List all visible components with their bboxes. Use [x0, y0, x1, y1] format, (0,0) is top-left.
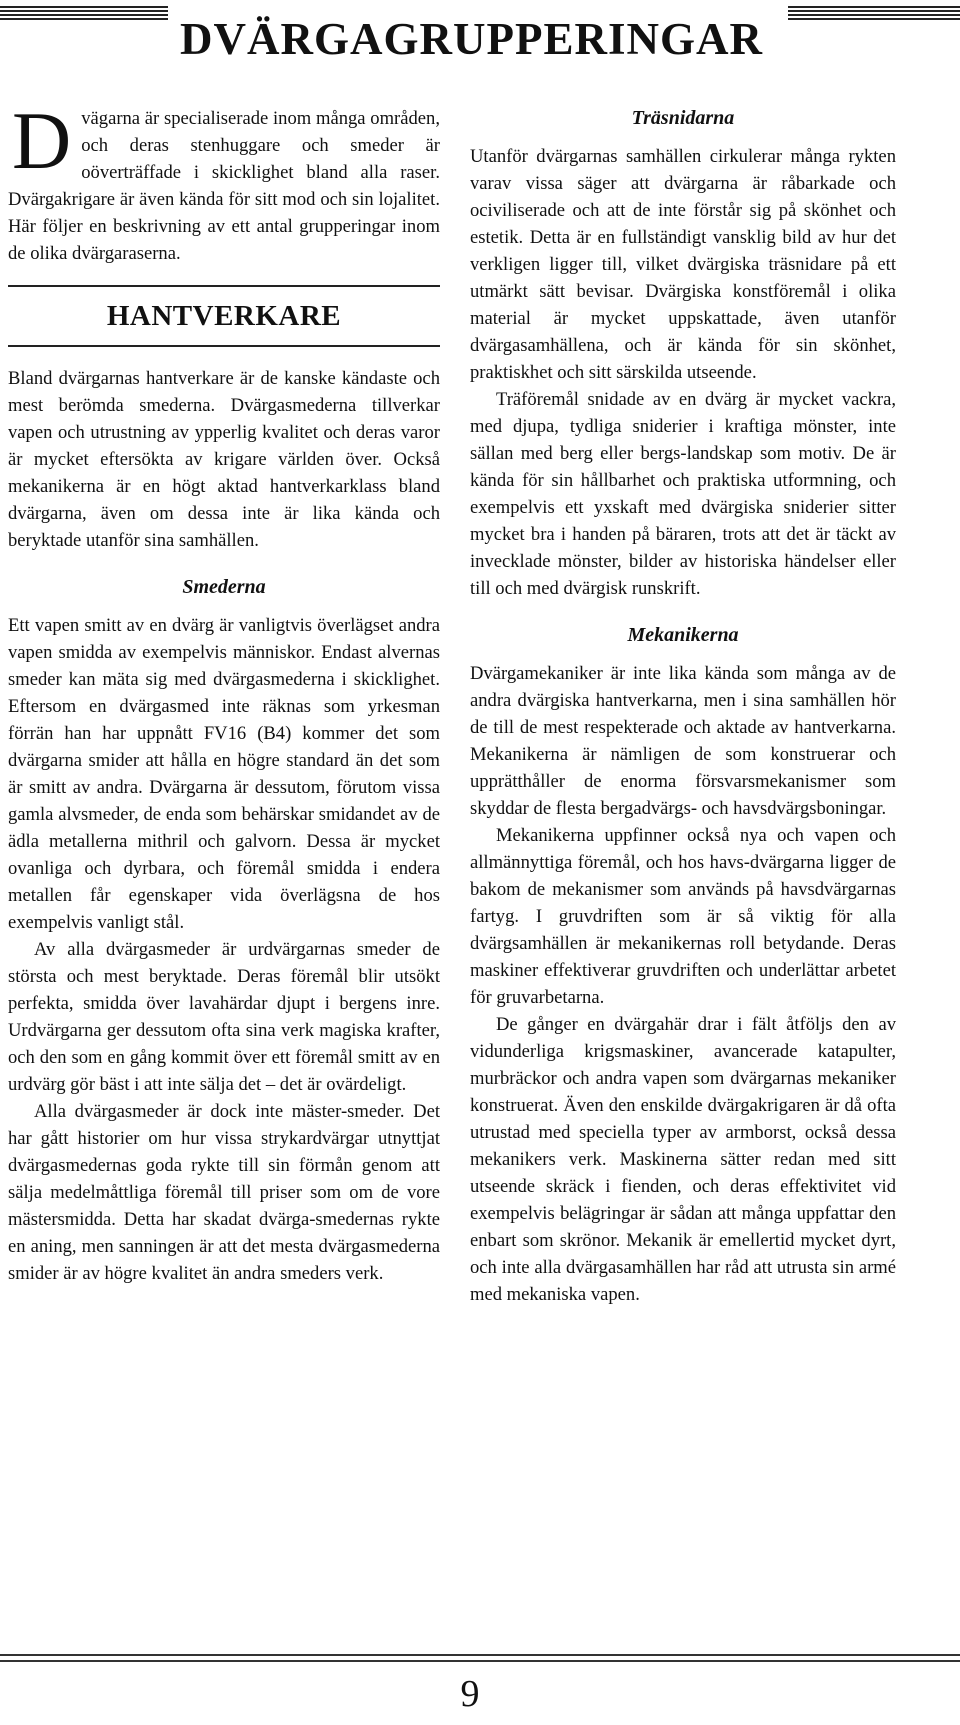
mekanikerna-paragraph-2: Mekanikerna uppfinner också nya och vapen och allmännyttiga föremål, och hos havs-dvärgarna ligger de bakom de mekanismer som används på havsdvärgarnas fartyg. I gruvdriften som är så viktig för alla dvärgsamhällen är mekanikernas roll betydande. Deras maskiner effektiverar gruvdriften och underlättar arbetet för gruvarbetarna.: [470, 825, 896, 1008]
header-rule-left: [0, 6, 168, 20]
smederna-heading: Smederna: [182, 576, 266, 598]
mekanikerna-paragraph-1: Dvärgamekaniker är inte lika kända som många av de andra dvärgiska hantverkarna, men i sina samhällen hör de till de mest respekterade och aktade av hantverkarna. Mekanikerna är nämligen de som konstruerar och upprätthåller de enorma försvarsmekanismer som skyddar de flesta bergadvärgs- och havsdvärgsboningar.: [470, 663, 896, 819]
smederna-paragraph-2: Av alla dvärgasmeder är urdvärgarnas smeder de största och mest beryktade. Deras föremål blir utsökt perfekta, smidda över lavahärdar djupt i bergens inre. Urdvärgarna ger dessutom ofta sina verk magiska krafter, och den som en gång kommit över ett föremål smitt av en urdvärg gör bäst i att inte sälja det – det är ovärdeligt.: [8, 939, 440, 1095]
drop-cap: D: [12, 95, 72, 186]
intro-text: vägarna är specialiserade inom många områden, och deras stenhuggare och smeder är oöverträffade i skicklighet bland alla raser. Dvärgakrigare är även kända för sitt mod och sin lojalitet. Här följer en beskrivning av ett antal grupperingar inom de olika dvärgaraserna.: [8, 108, 440, 264]
footer-rule-second: [0, 1660, 960, 1662]
footer-rule: [0, 1654, 960, 1656]
trasnidarna-paragraph-2: Träföremål snidade av en dvärg är mycket vackra, med djupa, tydliga sniderier i kraftiga mönster, inte sällan med berg eller bergs-landskap som motiv. De är kända för sin hållbarhet och praktiska utformning, och exempelvis ett yxskaft med dvärgiska sniderier sitter mycket bra i handen på bäraren, trots att det är täckt av invecklade mönster, bilder av historiska händelser eller till och med dvärgisk runskrift.: [470, 389, 896, 599]
mekanikerna-paragraph-3: De gånger en dvärgahär drar i fält åtföljs den av vidunderliga krigsmaskiner, avancerade katapulter, murbräckor och andra vapen som dvärgarnas mekaniker konstruerat. Även den enskilde dvärgakrigaren är då ofta utrustad med speciella typer av armborst, också dessa mekanikers verk. Maskinerna sätter redan med sitt utseende skräck i fienden, och deras effektivitet vid exempelvis belägringar är sådan att många uppfattar den enbart som skrönor. Mekanik är emellertid mycket dyrt, och inte alla dvärgasamhällen har råd att utrusta sin armé med mekaniska vapen.: [470, 1014, 896, 1305]
page-header: [0, 0, 960, 70]
trasnidarna-heading: Träsnidarna: [631, 107, 735, 129]
page-number: 9: [460, 1673, 480, 1715]
hantverkare-paragraph: Bland dvärgarnas hantverkare är de kanske kändaste och mest berömda smederna. Dvärgasmederna tillverkar vapen och utrustning av ypperlig kvalitet och deras varor är mycket eftersökta av krigare världen över. Också mekanikerna är en högt aktad hantverkarklass bland dvärgarna, även om dessa inte är lika kända och beryktade utanför sina samhällen.: [8, 368, 440, 551]
section-heading: HANTVERKARE: [106, 300, 342, 332]
page-title: DVÄRGAGRUPPERINGAR: [180, 14, 763, 64]
smederna-paragraph-3: Alla dvärgasmeder är dock inte mäster-smeder. Det har gått historier om hur vissa strykardvärgar utnyttjat dvärgasmedernas goda rykte till sin förmån genom att sälja medelmåttliga föremål till priser som om de vore mästersmidda. Detta har skadat dvärga-smedernas rykte en aning, men sanningen är att det mesta dvärgasmederna smider är av högre kvalitet än andra smeders verk.: [8, 1101, 440, 1284]
section-rule-bottom: [8, 345, 440, 347]
left-column: [8, 95, 440, 1287]
intro-paragraph: [8, 95, 440, 267]
mekanikerna-heading: Mekanikerna: [627, 624, 739, 646]
right-column: [470, 105, 896, 1308]
header-rule-right: [788, 6, 960, 20]
smederna-paragraph-1: Ett vapen smitt av en dvärg är vanligtvis överlägset andra vapen smidda av exempelvis människor. Endast alvernas smeder kan mäta sig med dvärgasmederna i skicklighet. Eftersom en dvärgasmed inte räknas som yrkesman förrän han har uppnått FV16 (B4) kommer det som dvärgarna smider att hålla en högre standard än det som är smitt av andra. Dvärgarna är dessutom, förutom vissa gamla alvsmeder, de enda som behärskar smidandet av de ädla metallerna mithril och galvorn. Dessa är mycket ovanliga och dyrbara, och föremål smidda i endera metallen får egenskaper vida överlägsna de hos exempelvis vanligt stål.: [8, 615, 440, 933]
section-heading-block: [8, 285, 440, 347]
trasnidarna-paragraph-1: Utanför dvärgarnas samhällen cirkulerar många rykten varav vissa säger att dvärgarna är råbarkade och ociviliserade och att de inte förstår sig på skönhet och estetik. Detta är en fullständigt vansklig bild av hur det verkligen ligger till, vilket dvärgiska träsnidare på ett utmärkt sätt bevisar. Dvärgiska konstföremål i olika material är mycket uppskattade, även utanför dvärgasamhällena, och är kända för sin skönhet, praktiskhet och sitt särskilda utseende.: [470, 146, 896, 383]
